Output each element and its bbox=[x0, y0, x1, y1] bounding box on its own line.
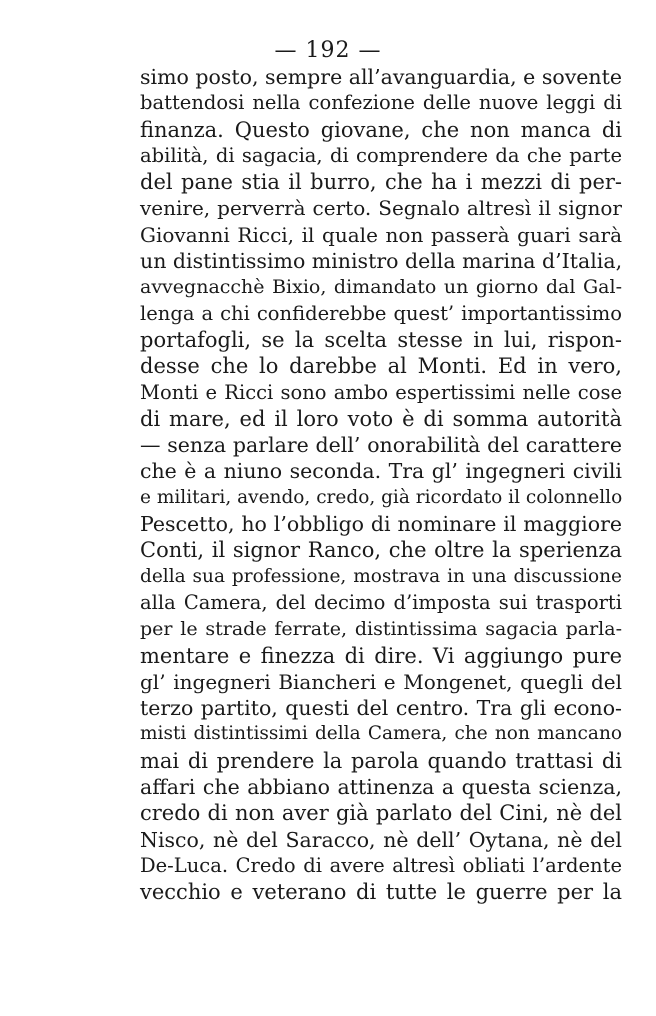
text-line: desse che lo darebbe al Monti. Ed in vero, bbox=[140, 354, 622, 379]
text-line: gl’ ingegneri Biancheri e Mongenet, quegli del bbox=[140, 669, 622, 694]
text-line: Giovanni Ricci, il quale non passerà guari sarà bbox=[140, 222, 622, 247]
text-line: simo posto, sempre all’avanguardia, e sovente bbox=[140, 65, 622, 89]
text-line: mentare e finezza di dire. Vi aggiungo pure bbox=[140, 643, 622, 668]
text-line: mai di prendere la parola quando trattasi di bbox=[140, 748, 622, 773]
text-line: affari che abbiano attinenza a questa scienza, bbox=[140, 775, 622, 800]
text-line: battendosi nella confezione delle nuove leggi di bbox=[140, 91, 622, 115]
text-line: terzo partito, questi del centro. Tra gli econo- bbox=[140, 696, 622, 721]
text-line: credo di non aver già parlato del Cini, nè del bbox=[140, 801, 622, 826]
text-line: venire, perverrà certo. Segnalo altresì il signor bbox=[140, 196, 622, 221]
text-line: misti distintissimi della Camera, che non mancano bbox=[140, 723, 622, 745]
text-line: — senza parlare dell’ onorabilità del carattere bbox=[140, 433, 622, 458]
text-line: del pane stia il burro, che ha i mezzi di per- bbox=[140, 170, 622, 195]
text-line: e militari, avendo, credo, già ricordato il colonnello bbox=[140, 486, 623, 508]
text-line: che è a niuno seconda. Tra gl’ ingegneri civili bbox=[140, 459, 622, 484]
page-number: — 192 — bbox=[274, 38, 382, 63]
text-line: Pescetto, ho l’obbligo di nominare il maggiore bbox=[140, 512, 622, 537]
text-line: Monti e Ricci sono ambo espertissimi nelle cose bbox=[140, 380, 622, 404]
text-line: abilità, di sagacia, di comprendere da che parte bbox=[140, 143, 622, 167]
body-text bbox=[140, 64, 622, 906]
text-line: De-Luca. Credo di avere altresì obliati l’ardente bbox=[140, 853, 622, 877]
text-line: avvegnacchè Bixio, dimandato un giorno dal Gal- bbox=[140, 276, 622, 299]
text-line: di mare, ed il loro voto è di somma autorità bbox=[140, 406, 622, 431]
text-line: portafogli, se la scelta stesse in lui, rispon- bbox=[140, 327, 622, 352]
text-line: finanza. Questo giovane, che non manca di bbox=[140, 117, 622, 142]
text-line: lenga a chi confiderebbe quest’ importantissimo bbox=[140, 301, 622, 325]
text-line: Nisco, nè del Saracco, nè dell’ Oytana, nè del bbox=[140, 827, 622, 852]
text-line: per le strade ferrate, distintissima sagacia parla- bbox=[140, 618, 622, 641]
text-line: vecchio e veterano di tutte le guerre per la bbox=[140, 880, 622, 905]
text-line: alla Camera, del decimo d’imposta sui trasporti bbox=[140, 590, 622, 614]
text-line: della sua professione, mostrava in una discussione bbox=[140, 565, 622, 587]
text-line: Conti, il signor Ranco, che oltre la sperienza bbox=[140, 538, 622, 563]
text-line: un distintissimo ministro della marina d’Italia, bbox=[140, 249, 623, 274]
